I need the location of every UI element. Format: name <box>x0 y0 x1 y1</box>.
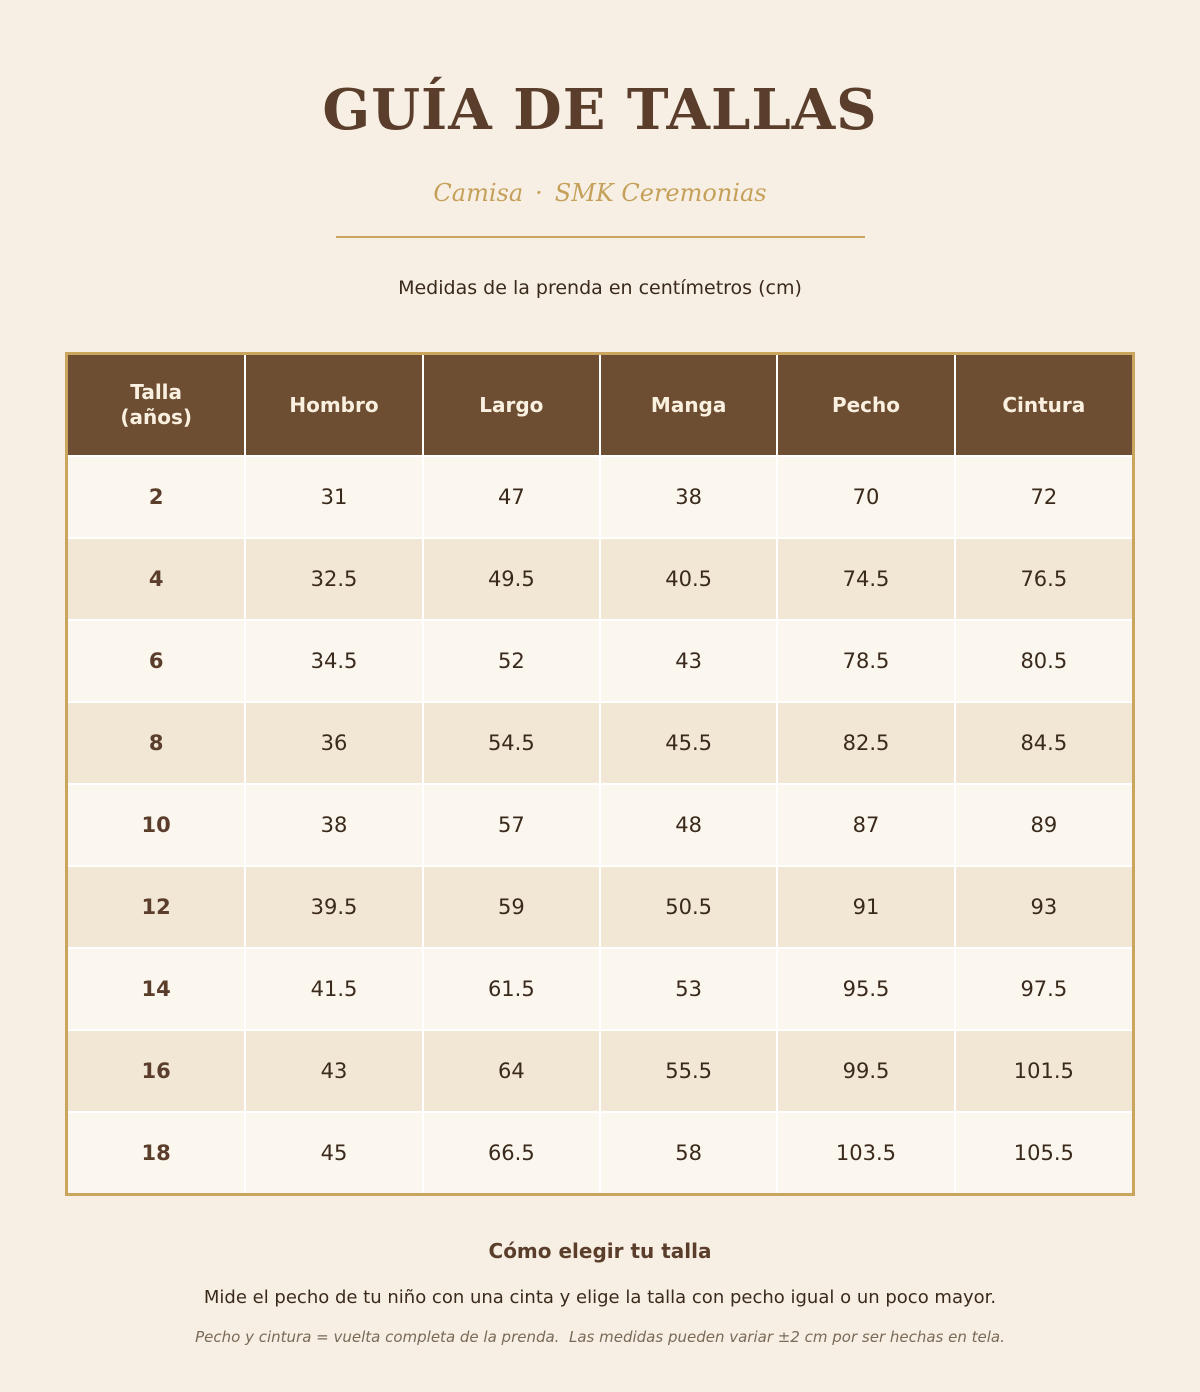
measurement-cell: 101.5 <box>955 1030 1132 1112</box>
column-header <box>777 355 954 456</box>
measurement-cell: 31 <box>245 456 422 538</box>
measurement-cell: 58 <box>600 1112 777 1193</box>
size-table <box>68 355 1132 1193</box>
size-cell: 14 <box>68 948 245 1030</box>
measurement-cell: 93 <box>955 866 1132 948</box>
measurement-cell: 43 <box>245 1030 422 1112</box>
measurement-cell: 66.5 <box>423 1112 600 1193</box>
measurement-cell: 38 <box>600 456 777 538</box>
measurement-cell: 74.5 <box>777 538 954 620</box>
column-header <box>600 355 777 456</box>
column-header-label: Cintura <box>1002 392 1086 417</box>
subtitle-brand: SMK Ceremonias <box>554 179 767 207</box>
measurement-cell: 64 <box>423 1030 600 1112</box>
measurement-cell: 72 <box>955 456 1132 538</box>
units-note: Medidas de la prenda en centímetros (cm) <box>398 277 802 299</box>
measurement-cell: 53 <box>600 948 777 1030</box>
measurement-cell: 84.5 <box>955 702 1132 784</box>
table-body <box>68 456 1132 1193</box>
measurement-note: Pecho y cintura = vuelta completa de la prenda. Las medidas pueden variar ±2 cm por ser hechas en tela. <box>195 1328 1005 1346</box>
measurement-cell: 32.5 <box>245 538 422 620</box>
size-cell: 8 <box>68 702 245 784</box>
size-cell: 6 <box>68 620 245 702</box>
measurement-cell: 40.5 <box>600 538 777 620</box>
measurement-cell: 82.5 <box>777 702 954 784</box>
measurement-cell: 54.5 <box>423 702 600 784</box>
measurement-cell: 105.5 <box>955 1112 1132 1193</box>
column-header-label: Largo <box>479 392 544 417</box>
column-header-sublabel: (años) <box>120 405 192 429</box>
measurement-cell: 76.5 <box>955 538 1132 620</box>
measurement-cell: 91 <box>777 866 954 948</box>
measurement-cell: 55.5 <box>600 1030 777 1112</box>
measurement-cell: 89 <box>955 784 1132 866</box>
measurement-cell: 80.5 <box>955 620 1132 702</box>
measurement-cell: 70 <box>777 456 954 538</box>
measurement-cell: 43 <box>600 620 777 702</box>
measurement-cell: 38 <box>245 784 422 866</box>
size-cell: 10 <box>68 784 245 866</box>
size-cell: 12 <box>68 866 245 948</box>
table-header-row <box>68 355 1132 456</box>
measurement-cell: 103.5 <box>777 1112 954 1193</box>
size-cell: 2 <box>68 456 245 538</box>
title-divider <box>336 236 865 238</box>
measurement-cell: 47 <box>423 456 600 538</box>
measurement-cell: 39.5 <box>245 866 422 948</box>
measurement-cell: 87 <box>777 784 954 866</box>
measurement-cell: 61.5 <box>423 948 600 1030</box>
column-header <box>955 355 1132 456</box>
measurement-cell: 50.5 <box>600 866 777 948</box>
measurement-cell: 59 <box>423 866 600 948</box>
measurement-cell: 52 <box>423 620 600 702</box>
measurement-cell: 97.5 <box>955 948 1132 1030</box>
measurement-cell: 78.5 <box>777 620 954 702</box>
column-header-label: Pecho <box>831 392 900 417</box>
size-cell: 4 <box>68 538 245 620</box>
column-header <box>245 355 422 456</box>
size-cell: 18 <box>68 1112 245 1193</box>
table-row <box>68 538 1132 620</box>
table-row <box>68 620 1132 702</box>
measurement-cell: 34.5 <box>245 620 422 702</box>
subtitle-separator: · <box>535 179 543 207</box>
measurement-cell: 41.5 <box>245 948 422 1030</box>
measurement-cell: 45 <box>245 1112 422 1193</box>
subtitle <box>0 176 1200 210</box>
table-row <box>68 702 1132 784</box>
table-row <box>68 456 1132 538</box>
page-title: GUÍA DE TALLAS <box>322 77 878 143</box>
column-header-label: Hombro <box>289 392 379 417</box>
measurement-cell: 99.5 <box>777 1030 954 1112</box>
column-header <box>423 355 600 456</box>
subtitle-product: Camisa <box>433 179 524 207</box>
column-header-label: Talla <box>130 380 183 404</box>
column-header-label: Manga <box>650 392 727 417</box>
measurement-cell: 45.5 <box>600 702 777 784</box>
table-row <box>68 1030 1132 1112</box>
measurement-cell: 36 <box>245 702 422 784</box>
size-cell: 16 <box>68 1030 245 1112</box>
size-table-frame <box>65 352 1135 1196</box>
measurement-cell: 95.5 <box>777 948 954 1030</box>
how-to-choose-title: Cómo elegir tu talla <box>488 1239 712 1263</box>
table-row <box>68 948 1132 1030</box>
column-header <box>68 355 245 456</box>
table-row <box>68 866 1132 948</box>
how-to-choose-text: Mide el pecho de tu niño con una cinta y elige la talla con pecho igual o un poco mayor. <box>203 1287 997 1308</box>
measurement-cell: 57 <box>423 784 600 866</box>
table-row <box>68 784 1132 866</box>
measurement-cell: 49.5 <box>423 538 600 620</box>
table-row <box>68 1112 1132 1193</box>
measurement-cell: 48 <box>600 784 777 866</box>
